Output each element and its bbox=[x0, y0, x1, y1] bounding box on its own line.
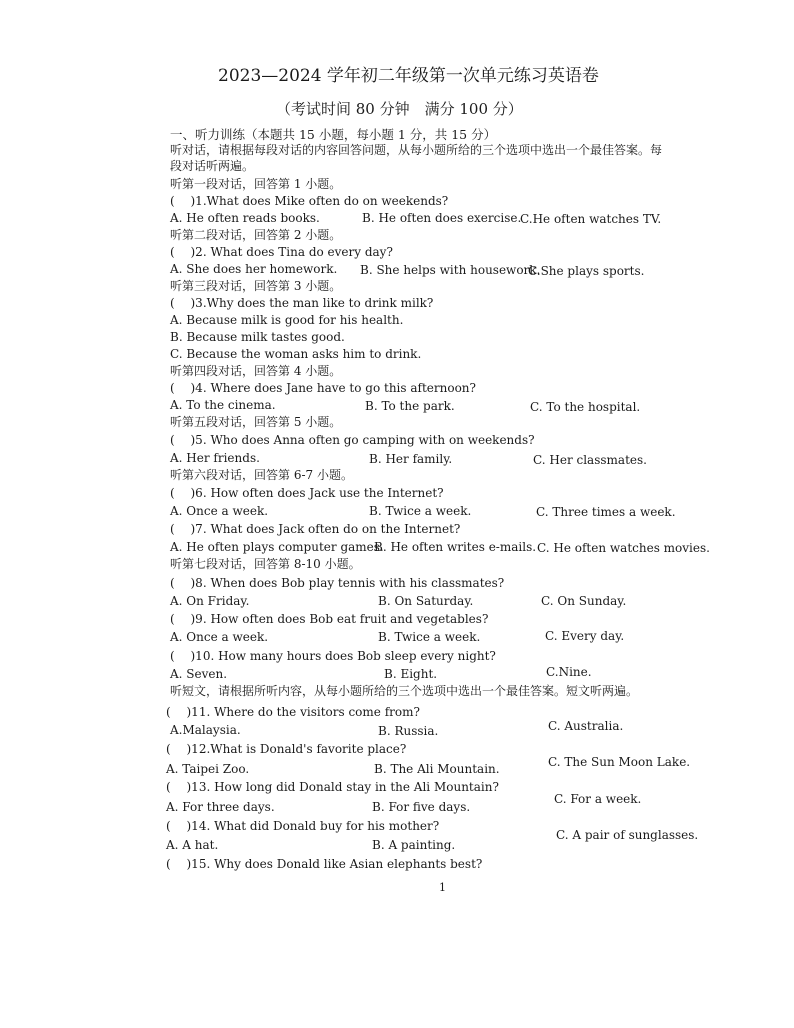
option-c: C. Every day. bbox=[545, 629, 625, 643]
question-stem: ( )4. Where does Jane have to go this afternoon? bbox=[170, 381, 476, 395]
option-a: A. A hat. bbox=[166, 838, 219, 852]
question-stem: ( )12.What is Donald's favorite place? bbox=[166, 742, 407, 756]
option-c: C. Australia. bbox=[548, 719, 624, 733]
dialogue-instruction: 听第二段对话，回答第 2 小题。 bbox=[170, 228, 342, 242]
option-b: B. Eight. bbox=[384, 667, 438, 681]
question-stem: ( )3.Why does the man like to drink milk? bbox=[170, 296, 434, 310]
dialogue-instruction: 听第五段对话，回答第 5 小题。 bbox=[170, 415, 342, 429]
option-c: C. For a week. bbox=[554, 792, 642, 806]
option-c: C. A pair of sunglasses. bbox=[556, 828, 699, 842]
question-stem: ( )8. When does Bob play tennis with his classmates? bbox=[170, 576, 505, 590]
option-c: C. Three times a week. bbox=[536, 505, 676, 519]
option-a: A. Because milk is good for his health. bbox=[170, 313, 404, 327]
option-a: A. To the cinema. bbox=[170, 398, 276, 412]
question-stem: ( )11. Where do the visitors come from? bbox=[166, 705, 420, 719]
option-b: B. Twice a week. bbox=[378, 630, 481, 644]
option-b: B. A painting. bbox=[372, 838, 456, 852]
option-c: C. Her classmates. bbox=[533, 453, 647, 467]
option-c: C. He often watches movies. bbox=[537, 541, 710, 555]
option-a: A. She does her homework. bbox=[170, 262, 338, 276]
dialogue-instruction: 听第七段对话，回答第 8-10 小题。 bbox=[170, 557, 361, 571]
question-stem: ( )13. How long did Donald stay in the Ali Mountain? bbox=[166, 780, 499, 794]
option-b: B. For five days. bbox=[372, 800, 471, 814]
option-c: C.She plays sports. bbox=[528, 264, 645, 278]
option-b: B. She helps with housework. bbox=[360, 263, 541, 277]
option-c: C.Nine. bbox=[546, 665, 592, 679]
option-a: A. Once a week. bbox=[170, 504, 269, 518]
question-stem: ( )6. How often does Jack use the Internet? bbox=[170, 486, 444, 500]
option-b: B. To the park. bbox=[365, 399, 455, 413]
option-b: B. On Saturday. bbox=[378, 594, 474, 608]
option-b: B. He often writes e-mails. bbox=[374, 540, 537, 554]
option-c: C. To the hospital. bbox=[530, 400, 641, 414]
question-stem: ( )1.What does Mike often do on weekends? bbox=[170, 194, 449, 208]
question-stem: ( )7. What does Jack often do on the Internet? bbox=[170, 522, 461, 536]
option-a: A. He often plays computer games. bbox=[170, 540, 384, 554]
option-a: A. Seven. bbox=[170, 667, 228, 681]
page-number: 1 bbox=[439, 881, 446, 894]
dialogue-instruction: 听第一段对话，回答第 1 小题。 bbox=[170, 177, 342, 191]
question-stem: ( )14. What did Donald buy for his mother? bbox=[166, 819, 440, 833]
page-title: 2023—2024 学年初二年级第一次单元练习英语卷 bbox=[218, 66, 599, 86]
option-b: B. He often does exercise. bbox=[362, 211, 522, 225]
dialogue-instruction: 听第四段对话，回答第 4 小题。 bbox=[170, 364, 342, 378]
question-stem: ( )5. Who does Anna often go camping with on weekends? bbox=[170, 433, 535, 447]
question-stem: ( )9. How often does Bob eat fruit and vegetables? bbox=[170, 612, 489, 626]
option-b: B. Russia. bbox=[378, 724, 439, 738]
section-heading: 一、听力训练（本题共 15 小题，每小题 1 分，共 15 分） bbox=[170, 127, 497, 142]
option-a: A. On Friday. bbox=[170, 594, 250, 608]
page-subtitle: （考试时间 80 分钟 满分 100 分） bbox=[276, 100, 523, 118]
instructions-line: 听对话，请根据每段对话的内容回答问题，从每小题所给的三个选项中选出一个最佳答案。每 bbox=[170, 143, 663, 157]
option-b: B. Twice a week. bbox=[369, 504, 472, 518]
option-b: B. The Ali Mountain. bbox=[374, 762, 500, 776]
option-a: A. Taipei Zoo. bbox=[166, 762, 250, 776]
passage-instruction: 听短文，请根据所听内容，从每小题所给的三个选项中选出一个最佳答案。短文听两遍。 bbox=[170, 684, 639, 698]
option-c: C. Because the woman asks him to drink. bbox=[170, 347, 422, 361]
option-b: B. Her family. bbox=[369, 452, 453, 466]
option-c: C.He often watches TV. bbox=[520, 212, 662, 226]
option-a: A.Malaysia. bbox=[170, 723, 241, 737]
question-stem: ( )10. How many hours does Bob sleep every night? bbox=[170, 649, 496, 663]
option-a: A. He often reads books. bbox=[170, 211, 320, 225]
option-a: A. For three days. bbox=[166, 800, 275, 814]
dialogue-instruction: 听第三段对话，回答第 3 小题。 bbox=[170, 279, 342, 293]
question-stem: ( )15. Why does Donald like Asian elephants best? bbox=[166, 857, 483, 871]
question-stem: ( )2. What does Tina do every day? bbox=[170, 245, 393, 259]
option-a: A. Once a week. bbox=[170, 630, 269, 644]
instructions-line: 段对话听两遍。 bbox=[170, 159, 255, 173]
option-a: A. Her friends. bbox=[170, 451, 260, 465]
dialogue-instruction: 听第六段对话，回答第 6-7 小题。 bbox=[170, 468, 353, 482]
option-c: C. The Sun Moon Lake. bbox=[548, 755, 691, 769]
option-c: C. On Sunday. bbox=[541, 594, 627, 608]
option-b: B. Because milk tastes good. bbox=[170, 330, 345, 344]
